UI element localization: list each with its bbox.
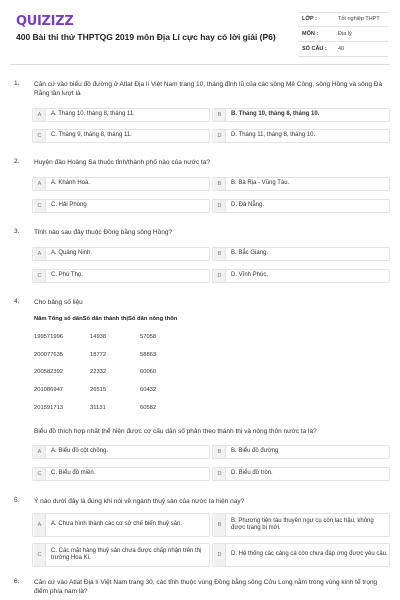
option-a[interactable] [32,108,210,122]
question-number: 1. [14,80,20,87]
table-cell: 60582 [140,405,157,411]
meta-divider [298,41,388,42]
table-cell: 57058 [140,334,157,340]
option-d[interactable] [212,199,390,213]
header-divider [10,64,390,65]
option-letter: A [34,514,46,536]
option-letter: B [214,178,226,190]
question-text: Cho bảng số liệu [34,299,83,306]
question-number: 5. [14,497,20,504]
option-a[interactable] [32,445,210,459]
option-b[interactable] [212,108,390,122]
option-text: D. Biểu đồ tròn. [231,470,273,477]
option-text: D. Đà Nẵng. [231,202,265,209]
option-text: D. Vĩnh Phúc. [231,272,269,279]
option-letter: B [214,109,226,121]
question-number: 2. [14,158,20,165]
meta-divider [298,26,388,27]
table-cell: 200582392 [34,369,64,375]
page-header [0,0,400,64]
option-a[interactable] [32,247,210,261]
option-d[interactable] [212,269,390,283]
question-text: Tỉnh nào sau đây thuộc Đồng bằng sông Hồng? [34,229,173,236]
table-cell: 60432 [140,387,157,393]
option-c[interactable] [32,467,210,481]
question-prompt: Biểu đồ thích hợp nhất thể hiện được cơ cấu dân số phân theo thành thị và nông thôn nước ta là? [34,428,317,435]
option-c[interactable] [32,269,210,283]
option-text: A. Khánh Hoà. [51,180,91,187]
option-text: A. Biểu đồ cột chồng. [51,448,109,455]
option-text: D. Tháng 11, tháng 8, tháng 10. [231,132,316,139]
subject-label: MÔN : [302,31,319,37]
table-cell: 31131 [90,405,106,411]
option-text: C. Phú Thọ. [51,272,83,279]
table-cell: 26515 [90,387,107,393]
option-letter: C [34,130,46,142]
quizizz-logo: QUIZIZZ [16,14,74,29]
document-title: 400 Bài thi thử THPTQG 2019 môn Địa Lí cực hay có lời giải (P6) [16,32,276,42]
option-text: B. Phương tiện tàu thuyền ngư cụ còn lạc hậu, không được trang bị mới. [231,517,374,531]
question-number: 3. [14,228,20,235]
option-c[interactable] [32,543,210,567]
option-c[interactable] [32,199,210,213]
option-a[interactable] [32,177,210,191]
option-c[interactable] [32,129,210,143]
option-text: A. Quảng Ninh. [51,250,93,257]
option-text: B. Bà Rịa - Vũng Tàu. [231,180,290,187]
option-text: D. Hệ thống các cảng cá còn chưa đáp ứng được yêu cầu. [231,551,388,558]
option-letter: C [34,270,46,282]
class-label: LỚP : [302,16,317,22]
option-letter: D [214,544,226,566]
option-d[interactable] [212,543,390,567]
question-text: Căn cứ vào Atlat Địa lí Việt Nam trang 30, các tỉnh thuộc vùng Đồng bằng sông Cửu Long nằm trong vùng kinh tế trọng điểm phía nam là? [34,579,378,595]
table-cell: 60060 [140,369,157,375]
table-cell: 18772 [90,352,107,358]
table-cell: 199571996 [34,334,64,340]
option-d[interactable] [212,467,390,481]
option-text: C. Tháng 9, tháng 8, tháng 11. [51,132,132,139]
option-letter: D [214,270,226,282]
option-d[interactable] [212,129,390,143]
option-letter: A [34,248,46,260]
option-letter: D [214,468,226,480]
option-a[interactable] [32,513,210,537]
option-letter: C [34,468,46,480]
question-number: 6. [14,578,20,585]
option-letter: B [214,514,226,536]
meta-divider [298,56,388,57]
question-text: Ý nào dưới đây là đúng khi nói về ngành thuỷ sản của nước ta hiện nay? [34,498,245,505]
subject-value: Địa lý [338,31,352,37]
question-text: Huyện đảo Hoàng Sa thuộc tỉnh/thành phố nào của nước ta? [34,159,210,166]
option-b[interactable] [212,513,390,537]
option-letter: A [34,178,46,190]
table-cell: 58863 [140,352,157,358]
option-letter: D [214,130,226,142]
option-b[interactable] [212,247,390,261]
table-cell: 201086947 [34,387,64,393]
question-text: Căn cứ vào biểu đồ đường ở Atlat Địa lí Việt Nam trang 10, tháng đỉnh lũ của các sông Mê Công, sông Hồng và sông Đà Rằng lần lượt là [34,81,383,97]
class-value: Tốt nghiệp THPT [338,16,380,22]
question-count-value: 40 [338,46,345,52]
option-letter: A [34,109,46,121]
table-header: Năm Tổng số dânSố dân thành thịSố dân nông thôn [34,316,178,322]
option-letter: C [34,200,46,212]
option-letter: A [34,446,46,458]
question-count-label: SỐ CÂU : [302,46,327,52]
option-text: A. Tháng 10, tháng 8, tháng 11. [51,111,135,118]
option-text: B. Biểu đồ đường [231,448,279,455]
option-text: C. Biểu đồ miền. [51,470,96,477]
option-letter: B [214,248,226,260]
table-cell: 201591713 [34,405,64,411]
option-text: A. Chưa hình thành các cơ sở chế biến thuỷ sản. [51,521,182,528]
option-text: C. Các mặt hàng thuỷ sản chưa được chấp nhận trên thị trường Hoa Kì. [51,547,202,561]
option-b[interactable] [212,445,390,459]
table-cell: 22332 [90,369,107,375]
option-text: C. Hải Phòng [51,202,87,209]
table-cell: 200077635 [34,352,64,358]
meta-divider [298,12,388,13]
option-letter: B [214,446,226,458]
option-b[interactable] [212,177,390,191]
option-text: B. Tháng 10, tháng 8, tháng 10. [231,111,320,118]
option-letter: D [214,200,226,212]
option-text: B. Bắc Giang. [231,250,269,257]
question-number: 4. [14,298,20,305]
option-letter: C [34,544,46,566]
table-cell: 14938 [90,334,107,340]
